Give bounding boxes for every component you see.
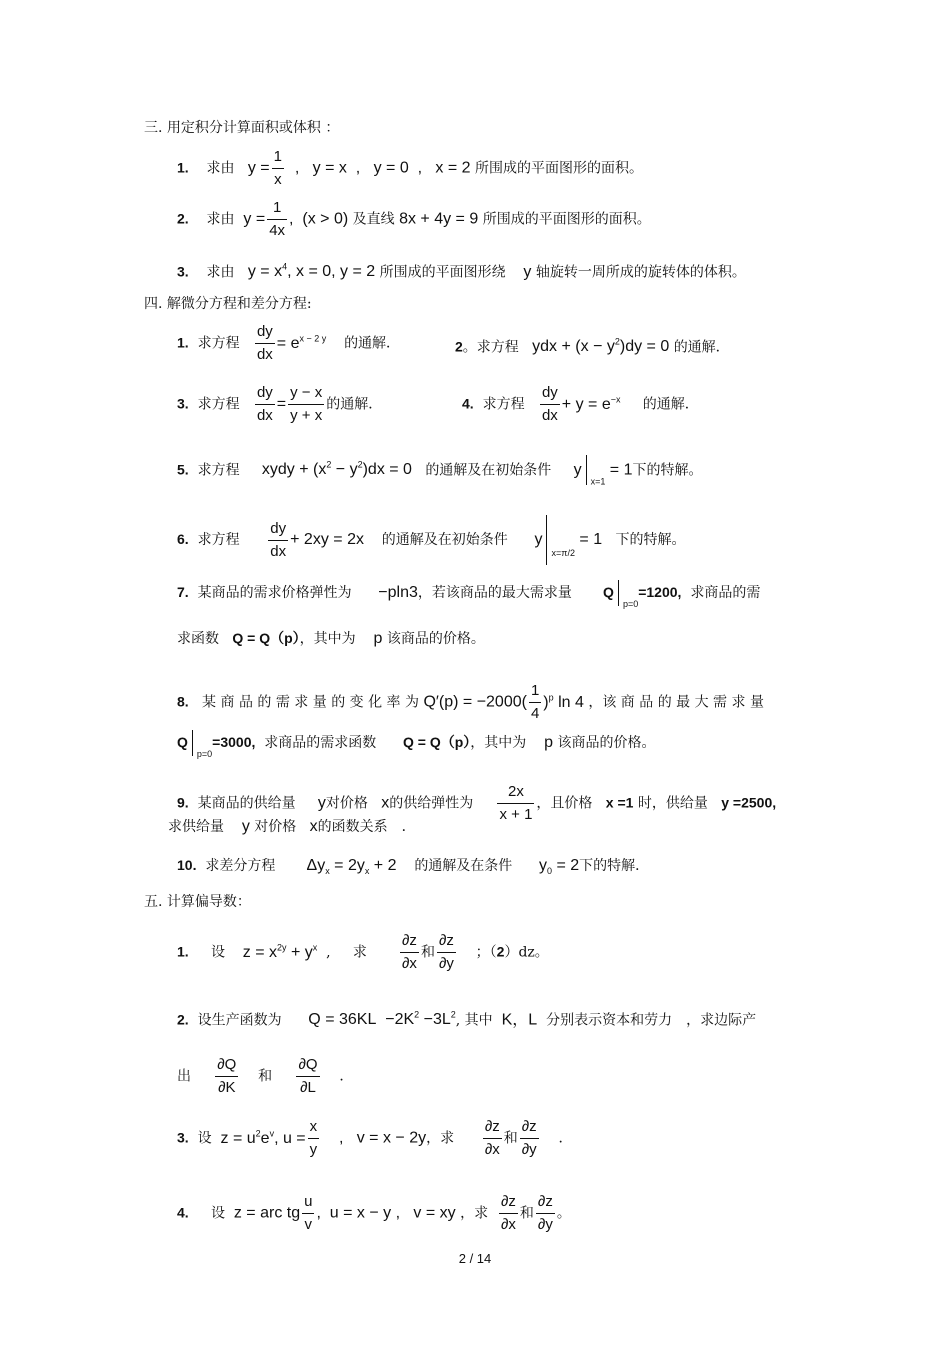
- s5-problem-3: 3. 设 $z = u^2e^v$, u = $\frac{x}{y}$ , v = x − 2y，求 $\frac{\partial z}{\partial x}$ 和 $\frac{\partial z}{\partial y}$ ．: [177, 1118, 573, 1158]
- section-4-heading: 四. 解微分方程和差分方程:: [144, 296, 312, 312]
- section-5-heading: 五. 计算偏导数：: [144, 894, 251, 910]
- s5-problem-4: 4. 设 z = arc tg $\frac{u}{v}$ , u = x − y , v = xy ，求 $\frac{\partial z}{\partial x}$ 和 $\frac{\partial z}{\partial y}$ 。: [177, 1193, 571, 1233]
- s4-problem-7-line-1: 7. 某商品的需求价格弹性为 −pln3，若该商品的最大需求量 $Q_{p=0}=1200$, 求商品的需: [177, 580, 760, 614]
- s5-problem-2-line-2: 出 $\frac{\partial Q}{\partial K}$ 和 $\frac{\partial Q}{\partial L}$ ．: [177, 1056, 354, 1096]
- s4-problem-10: 10. 求差分方程 $\Delta y_x = 2y_x + 2$ 的通解及在条件 $y_0 = 2$下的特解．: [177, 857, 650, 877]
- s3-problem-2: 2. 求由 y = $\frac{1}{4x}$ , (x > 0) 及直线 8x + 4y = 9 所围成的平面图形的面积。: [177, 199, 651, 239]
- s5-problem-1: 1. 设 $z = x^{2y} + y^x$ , 求 $\frac{\partial z}{\partial x}$ 和 $\frac{\partial z}{\partial y}$ ；（2）dz。: [177, 932, 549, 972]
- s4-problem-1: 1. 求方程 $\frac{dy}{dx}$ = $e^{x - 2 y}$ 的通解．: [177, 323, 401, 363]
- s4-problem-4: 4. 求方程 $\frac{dy}{dx}$ + $y = e^{-x}$ 的通解．: [462, 384, 699, 424]
- s4-problem-9-line-1: 9. 某商品的供给量 y对价格 x的供给弹性为 $\frac{2x}{x + 1}$ ，且价格 x =1 时，供给量 y =2500,: [177, 783, 777, 823]
- s3-problem-1: 1. 求由 y = $\frac{1}{x}$ , y = x , y = 0 , x = 2 所围成的平面图形的面积。: [177, 148, 643, 188]
- s4-problem-3: 3. 求方程 $\frac{dy}{dx}$ = $\frac{y - x}{y + x}$ 的通解．: [177, 384, 383, 424]
- s4-problem-6: 6. 求方程 $\frac{dy}{dx}$ + 2xy = 2x 的通解及在初始条件 $y_{x=\pi/2} = 1$ 下的特解。: [177, 515, 685, 565]
- s4-problem-9-line-2: 求供给量 y 对价格 x的函数关系 ．: [168, 818, 416, 835]
- page-number: 2 / 14: [458, 1251, 492, 1266]
- s4-problem-2: 2。求方程 ydx + $(x - y^2)dy = 0$ 的通解．: [455, 337, 730, 356]
- s4-problem-8-line-1: 8. 某 商 品 的 需 求 量 的 变 化 率 为 Q′(p) = −2000( $\frac{1}{4}$ )$^p$ ln 4 ，该 商 品 的 最 大 需 求 量: [177, 682, 764, 722]
- s4-problem-5: 5. 求方程 xydy + $(x^2 - y^2)dx = 0$ 的通解及在初始条件 $y_{x=1} = 1$下的特解。: [177, 455, 702, 491]
- s3-problem-3: 3. 求由 $y = x^4$, x = 0, y = 2 所围成的平面图形绕 y 轴旋转一周所成的旋转体的体积。: [177, 262, 746, 281]
- s4-problem-7-line-2: 求函数 Q = Q（p），其中为 p 该商品的价格。: [177, 630, 485, 647]
- section-3-heading: 三. 用定积分计算面积或体积 ：: [144, 120, 340, 136]
- s5-problem-2-line-1: 2. 设生产函数为 $Q = 36KL -2K^2 -3L^2$, 其中 K，L 分别表示资本和劳力 ，求边际产: [177, 1010, 757, 1029]
- s4-problem-8-line-2: $Q_{p=0}=3000$, 求商品的需求函数 Q = Q（p），其中为 p 该商品的价格。: [177, 730, 655, 764]
